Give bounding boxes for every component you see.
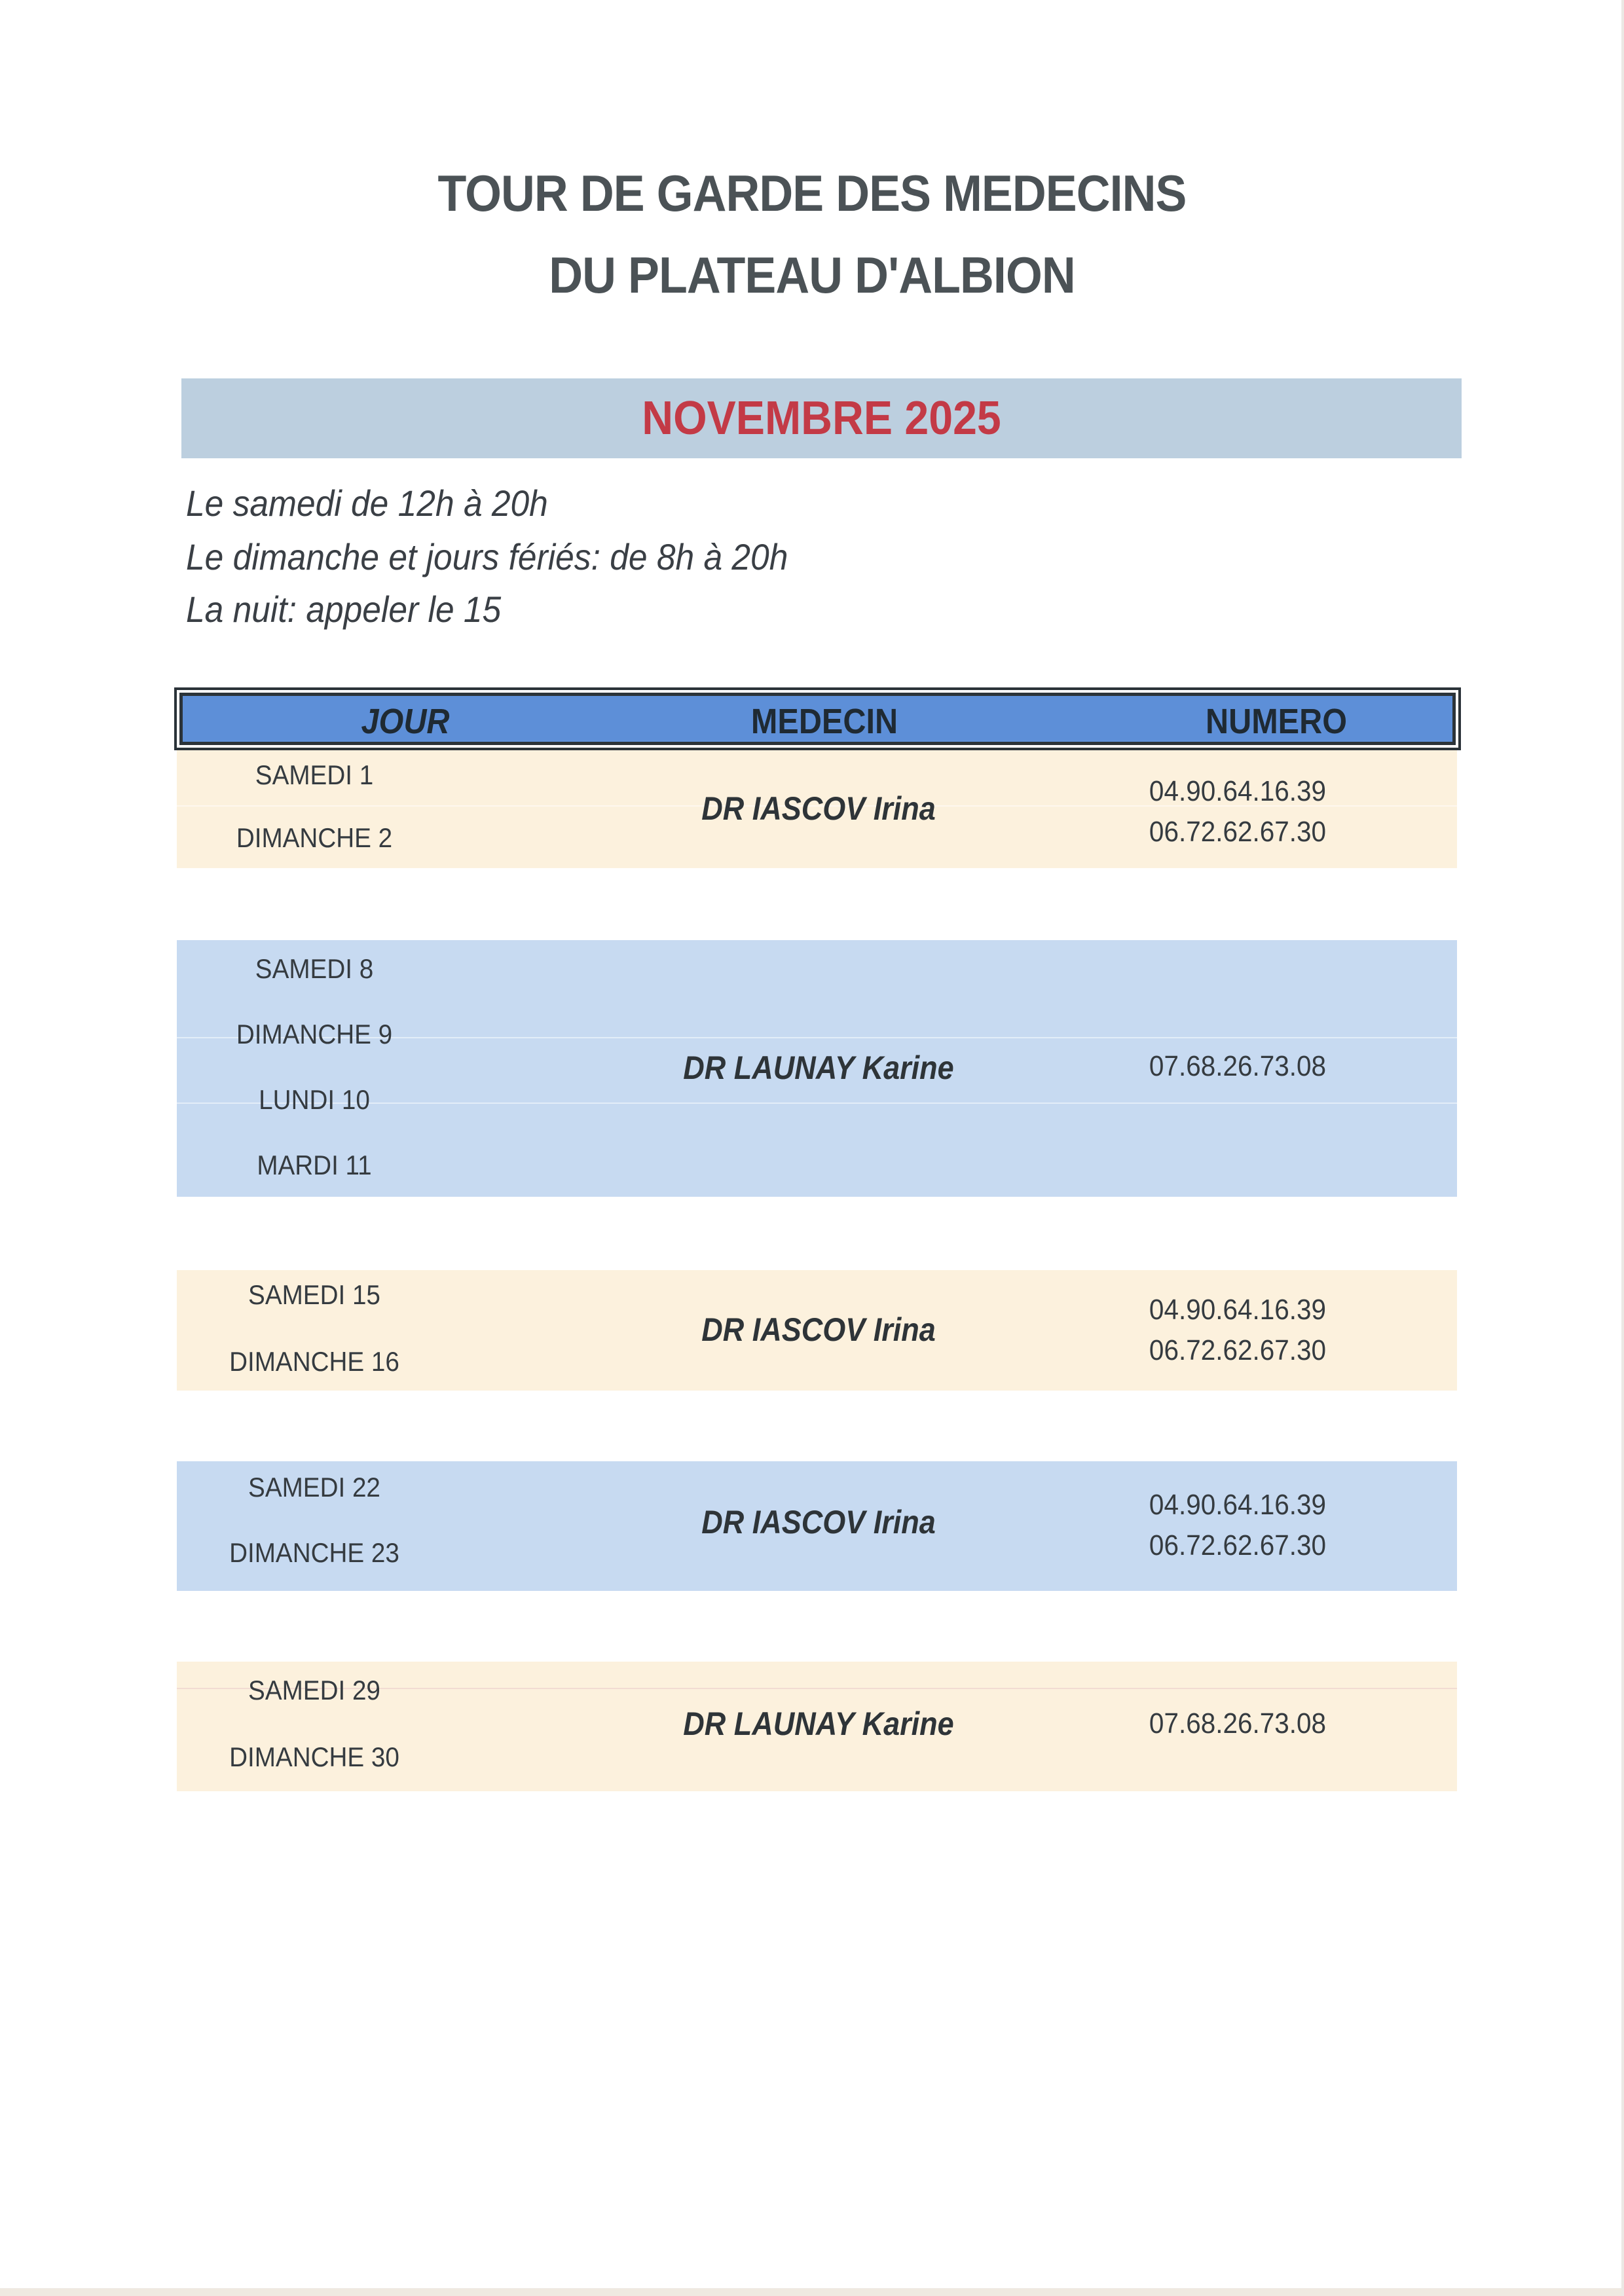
- doctor-name: DR LAUNAY Karine: [683, 1705, 954, 1742]
- page-title-line-2: DU PLATEAU D'ALBION: [549, 246, 1075, 304]
- scan-bottom-edge: [0, 2288, 1624, 2296]
- page-title-line-1: TOUR DE GARDE DES MEDECINS: [437, 164, 1187, 222]
- schedule-block: [177, 1461, 1457, 1591]
- schedule-block: [177, 1270, 1457, 1391]
- day-label: LUNDI 10: [259, 1084, 370, 1115]
- doctor-name: DR IASCOV Irina: [701, 1504, 936, 1540]
- month-label: NOVEMBRE 2025: [642, 392, 1001, 445]
- schedule-block: [177, 1662, 1457, 1791]
- phone-number: 04.90.64.16.39: [1149, 1489, 1327, 1521]
- day-label: MARDI 11: [257, 1150, 372, 1180]
- phone-number: 06.72.62.67.30: [1149, 1334, 1327, 1366]
- header-jour: JOUR: [361, 702, 450, 741]
- month-banner: [181, 378, 1462, 458]
- day-label: DIMANCHE 23: [229, 1537, 399, 1568]
- day-label: DIMANCHE 9: [236, 1019, 393, 1049]
- phone-number: 06.72.62.67.30: [1149, 816, 1327, 848]
- phone-number: 06.72.62.67.30: [1149, 1529, 1327, 1561]
- doctor-name: DR LAUNAY Karine: [683, 1049, 954, 1086]
- scan-right-edge: [1621, 0, 1624, 2296]
- day-label: SAMEDI 8: [255, 953, 374, 984]
- table-header: [174, 687, 1461, 750]
- hours-sunday-holidays: Le dimanche et jours fériés: de 8h à 20h: [186, 536, 788, 577]
- doctor-name: DR IASCOV Irina: [701, 790, 936, 827]
- hours-saturday: Le samedi de 12h à 20h: [186, 483, 548, 524]
- phone-number: 04.90.64.16.39: [1149, 1294, 1327, 1326]
- hours-night: La nuit: appeler le 15: [186, 589, 502, 630]
- schedule-block: [177, 750, 1457, 868]
- day-label: SAMEDI 15: [248, 1279, 380, 1310]
- header-medecin: MEDECIN: [750, 702, 898, 741]
- day-label: SAMEDI 22: [248, 1472, 380, 1503]
- phone-number: 07.68.26.73.08: [1149, 1707, 1327, 1740]
- phone-number: 07.68.26.73.08: [1149, 1050, 1327, 1082]
- day-label: DIMANCHE 30: [229, 1741, 399, 1772]
- doctor-name: DR IASCOV Irina: [701, 1311, 936, 1348]
- day-label: DIMANCHE 2: [236, 822, 393, 853]
- day-label: SAMEDI 29: [248, 1675, 380, 1705]
- day-label: DIMANCHE 16: [229, 1346, 399, 1377]
- schedule-block: [177, 940, 1457, 1197]
- day-label: SAMEDI 1: [255, 759, 374, 790]
- header-numero: NUMERO: [1206, 702, 1347, 741]
- phone-number: 04.90.64.16.39: [1149, 775, 1327, 807]
